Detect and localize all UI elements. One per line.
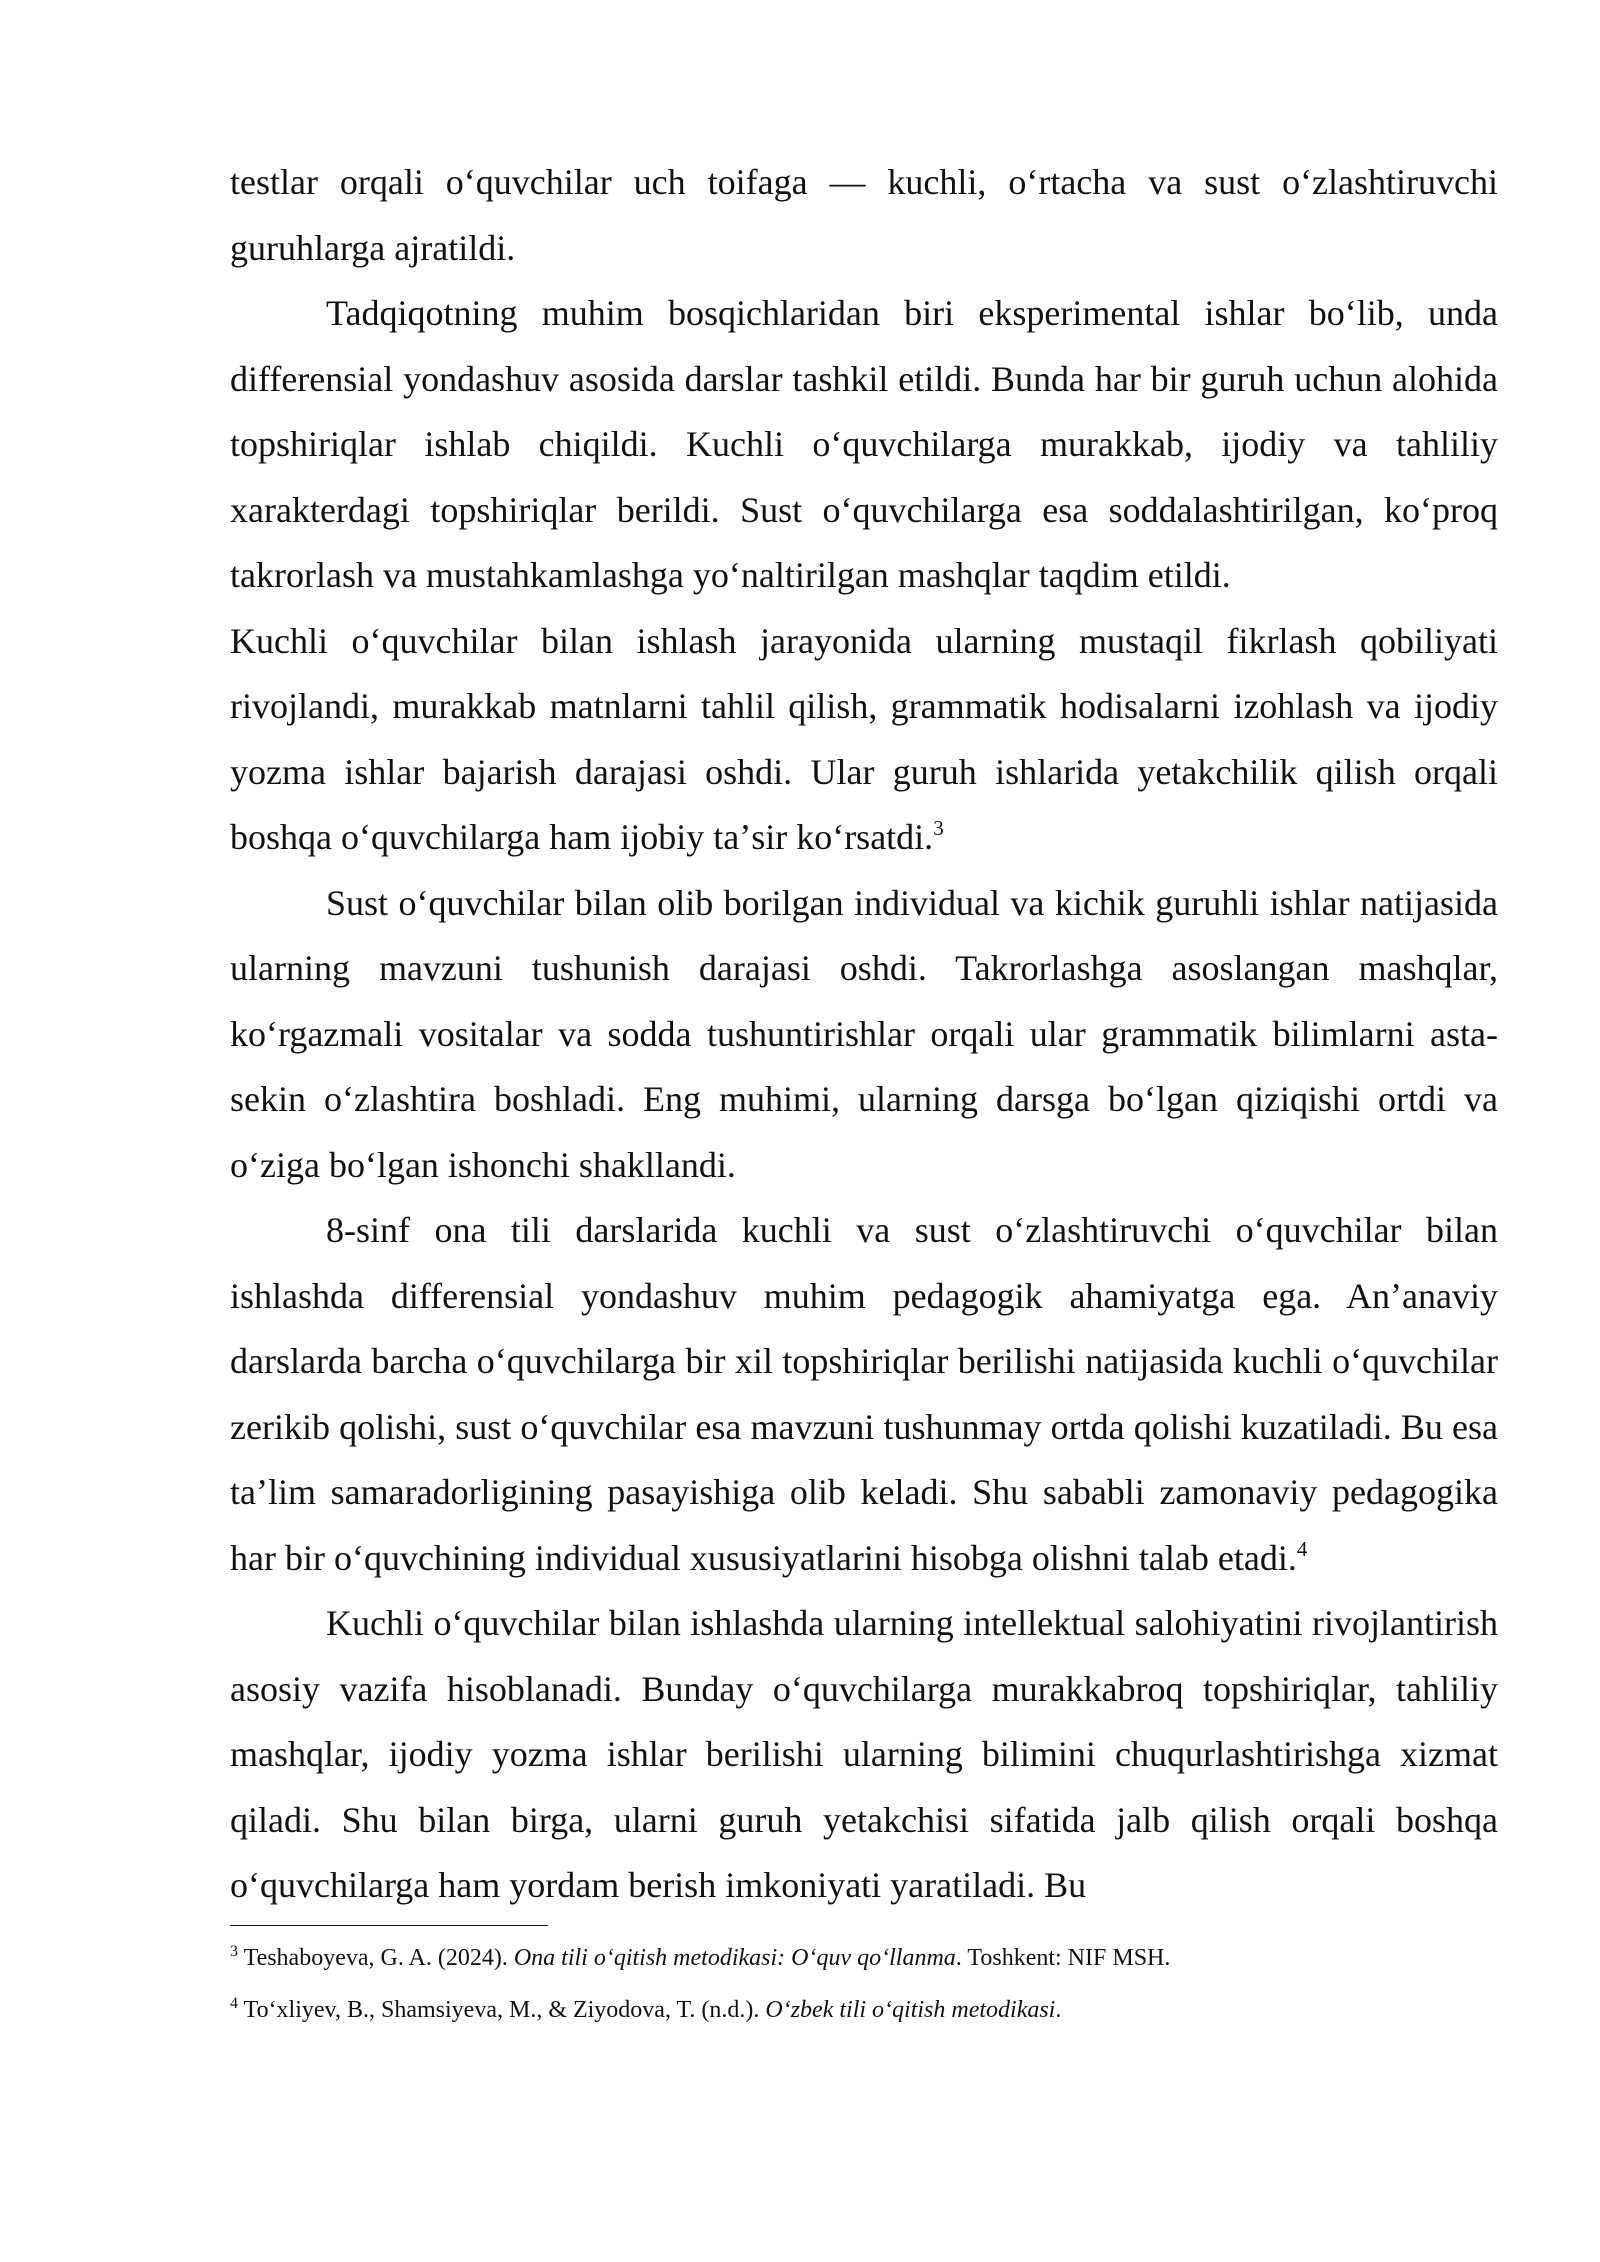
paragraph: testlar orqali oʻquvchilar uch toifaga — kuchli, oʻrtacha va sust oʻzlashtiruvchi guruhlarga ajratildi.	[230, 162, 1498, 268]
body-text	[230, 150, 1498, 1919]
paragraph: Tadqiqotning muhim bosqichlaridan biri eksperimental ishlar boʻlib, unda differensial yondashuv asosida darslar tashkil etildi. Bunda har bir guruh uchun alohida topshiriqlar ishlab chiqildi. Kuchli oʻquvchilarga murakkab, ijodiy va tahliliy xarakterdagi topshiriqlar berildi. Sust oʻquvchilarga esa soddalashtirilgan, koʻproq takrorlash va mustahkamlashga yoʻnaltirilgan mashqlar taqdim etildi.	[230, 293, 1498, 595]
footnote-number: 3	[230, 1942, 238, 1960]
footnote-title: Ona tili oʻqitish metodikasi: Oʻquv qoʻllanma	[513, 1944, 956, 1971]
footnote-title: Oʻzbek tili oʻqitish metodikasi	[765, 1996, 1056, 2023]
footnotes	[230, 1932, 1498, 2036]
paragraph: Kuchli oʻquvchilar bilan ishlashda ularning intellektual salohiyatini rivojlantirish asosiy vazifa hisoblanadi. Bunday oʻquvchilarga murakkabroq topshiriqlar, tahliliy mashqlar, ijodiy yozma ishlar berilishi ularning bilimini chuqurlashtirishga xizmat qiladi. Shu bilan birga, ularni guruh yetakchisi sifatida jalb qilish orqali boshqa oʻquvchilarga ham yordam berish imkoniyati yaratiladi. Bu	[230, 1603, 1498, 1905]
paragraph: Sust oʻquvchilar bilan olib borilgan individual va kichik guruhli ishlar natijasida ularning mavzuni tushunish darajasi oshdi. Takrorlashga asoslangan mashqlar, koʻrgazmali vositalar va sodda tushuntirishlar orqali ular grammatik bilimlarni asta-sekin oʻzlashtira boshladi. Eng muhimi, ularning darsga boʻlgan qiziqishi ortdi va oʻziga boʻlgan ishonchi shakllandi.	[230, 882, 1498, 1185]
footnote-reference[interactable]: 3	[933, 816, 944, 840]
document-page	[230, 150, 1498, 2036]
paragraph: Kuchli oʻquvchilar bilan ishlash jarayonida ularning mustaqil fikrlash qobiliyati rivojlandi, murakkab matnlarni tahlil qilish, grammatik hodisalarni izohlash va ijodiy yozma ishlar bajarish darajasi oshdi. Ular guruh ishlarida yetakchilik qilish orqali boshqa oʻquvchilarga ham ijobiy taʼsir koʻrsatdi.$^3$	[230, 620, 1498, 857]
footnote-number: 4	[230, 1994, 238, 2012]
footnote-reference[interactable]: 4	[1296, 1536, 1308, 1561]
footnote: $^4$ Toʻxliyev, B., Shamsiyeva, M., & Ziyodova, T. (n.d.). Oʻzbek tili oʻqitish metodikasi.	[230, 1994, 1062, 2023]
footnote: $^3$ Teshaboyeva, G. A. (2024). Ona tili oʻqitish metodikasi: Oʻquv qoʻllanma. Toshkent: NIF MSH.	[230, 1942, 1171, 1971]
footnote-separator	[230, 1925, 548, 1926]
paragraph: 8-sinf ona tili darslarida kuchli va sust oʻzlashtiruvchi oʻquvchilar bilan ishlashda differensial yondashuv muhim pedagogik ahamiyatga ega. Anʼanaviy darslarda barcha oʻquvchilarga bir xil topshiriqlar berilishi natijasida kuchli oʻquvchilar zerikib qolishi, sust oʻquvchilar esa mavzuni tushunmay ortda qolishi kuzatiladi. Bu esa taʼlim samaradorligining pasayishiga olib keladi. Shu sababli zamonaviy pedagogika har bir oʻquvchining individual xususiyatlarini hisobga olishni talab etadi.$^4$	[230, 1210, 1498, 1578]
